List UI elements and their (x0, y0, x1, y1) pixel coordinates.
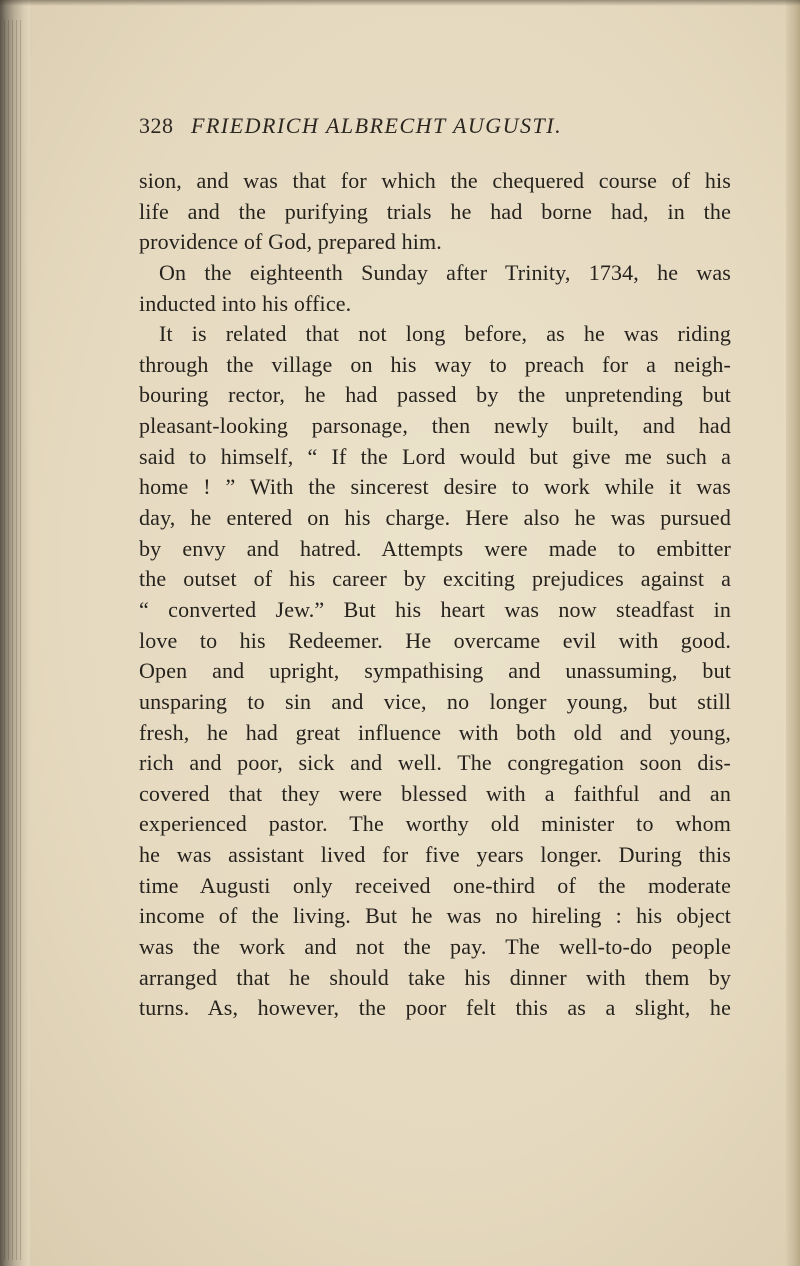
text-line: home ! ” With the sincerest desire to work while it was (139, 474, 731, 500)
text-line: It is related that not long before, as he was riding (159, 321, 731, 347)
text-line: the outset of his career by exciting prejudices against a (139, 566, 731, 592)
text-line: providence of God, prepared him. (139, 229, 442, 255)
text-line: Open and upright, sympathising and unassuming, but (139, 658, 731, 684)
running-title: FRIEDRICH ALBRECHT AUGUSTI. (191, 113, 563, 138)
text-line: experienced pastor. The worthy old minister to whom (139, 811, 731, 837)
text-line: “ converted Jew.” But his heart was now steadfast in (139, 596, 731, 622)
text-line: income of the living. But he was no hireling : his object (139, 903, 731, 929)
stacked-page-edges (4, 20, 24, 1260)
right-page-edge (786, 0, 800, 1266)
text-line: turns. As, however, the poor felt this as a slight, he (139, 995, 731, 1021)
text-line: by envy and hatred. Attempts were made to embitter (139, 535, 731, 561)
text-line: inducted into his office. (139, 290, 352, 316)
page-number: 328 (139, 113, 174, 138)
text-line: unsparing to sin and vice, no longer young, but still (139, 688, 731, 714)
text-line: he was assistant lived for five years longer. During this (139, 842, 731, 868)
text-line: sion, and was that for which the chequered course of his (139, 168, 731, 193)
text-line: through the village on his way to preach for a neigh- (139, 351, 731, 377)
text-line: arranged that he should take his dinner with them by (139, 964, 731, 990)
text-line: was the work and not the pay. The well-to-do people (139, 934, 731, 960)
text-line: life and the purifying trials he had borne had, in the (139, 198, 731, 224)
body-text (139, 166, 731, 1024)
top-shadow (0, 0, 800, 6)
running-head (139, 113, 699, 143)
text-line: rich and poor, sick and well. The congregation soon dis- (139, 750, 731, 776)
text-line: fresh, he had great influence with both old and young, (139, 719, 731, 745)
text-line: said to himself, “ If the Lord would but give me such a (139, 443, 731, 469)
text-line: pleasant-looking parsonage, then newly built, and had (139, 413, 731, 439)
text-line: On the eighteenth Sunday after Trinity, 1734, he was (159, 259, 731, 285)
text-line: time Augusti only received one-third of the moderate (139, 872, 731, 898)
text-line: covered that they were blessed with a faithful and an (139, 780, 731, 806)
text-line: bouring rector, he had passed by the unpretending but (139, 382, 731, 408)
text-line: day, he entered on his charge. Here also he was pursued (139, 505, 731, 531)
text-line: love to his Redeemer. He overcame evil with good. (139, 627, 731, 653)
